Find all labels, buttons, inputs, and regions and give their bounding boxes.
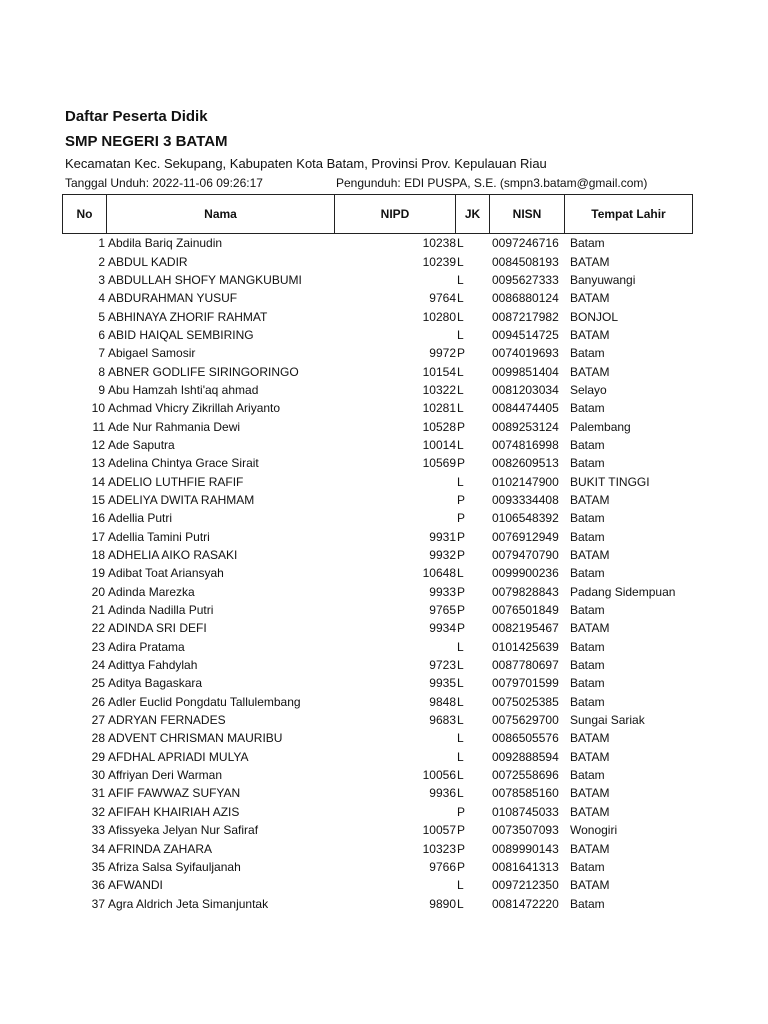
- table-row: [62, 509, 693, 527]
- table-row: [62, 894, 693, 912]
- cell-no: 32: [91, 804, 105, 819]
- cell-jk: P: [457, 529, 466, 544]
- table-row: [62, 417, 693, 435]
- cell-tempat: Batam: [570, 566, 605, 581]
- cell-jk: P: [457, 511, 466, 526]
- cell-no: 11: [92, 419, 105, 434]
- cell-tempat: Banyuwangi: [570, 272, 636, 287]
- cell-tempat: Batam: [570, 694, 605, 709]
- cell-nama: Agra Aldrich Jeta Simanjuntak: [108, 896, 269, 911]
- school-name: SMP NEGERI 3 BATAM: [65, 133, 228, 150]
- cell-nipd: 9931: [429, 529, 456, 544]
- cell-tempat: BATAM: [570, 291, 610, 306]
- cell-nipd: 9972: [429, 346, 456, 361]
- table-row: [62, 564, 693, 582]
- cell-nama: ABDUL KADIR: [108, 254, 188, 269]
- cell-no: 31: [91, 786, 105, 801]
- cell-no: 15: [91, 492, 105, 507]
- table-row: [62, 546, 693, 564]
- cell-nipd: 10281: [422, 401, 456, 416]
- cell-nisn: 0073507093: [492, 823, 559, 838]
- cell-no: 21: [91, 603, 105, 618]
- cell-nisn: 0081203034: [492, 382, 559, 397]
- table-row: [62, 528, 693, 546]
- cell-nama: ADELIO LUTHFIE RAFIF: [108, 474, 244, 489]
- cell-tempat: Palembang: [570, 419, 631, 434]
- cell-jk: L: [457, 749, 464, 764]
- cell-no: 24: [91, 658, 105, 673]
- cell-nama: Ade Nur Rahmania Dewi: [108, 419, 241, 434]
- table-row: [62, 784, 693, 802]
- cell-nipd: 9935: [429, 676, 456, 691]
- cell-no: 28: [91, 731, 105, 746]
- cell-no: 4: [98, 291, 105, 306]
- cell-nipd: 10239: [422, 254, 456, 269]
- cell-tempat: BATAM: [570, 492, 610, 507]
- cell-nama: Adler Euclid Pongdatu Tallulembang: [108, 694, 301, 709]
- cell-nipd: 9723: [429, 658, 456, 673]
- cell-nisn: 0079470790: [492, 548, 559, 563]
- cell-nisn: 0094514725: [492, 327, 559, 342]
- cell-jk: L: [457, 878, 464, 893]
- table-row: [62, 307, 693, 325]
- cell-nipd: 10323: [422, 841, 456, 856]
- cell-nisn: 0078585160: [492, 786, 559, 801]
- cell-nama: Abdila Bariq Zainudin: [108, 236, 223, 251]
- cell-tempat: Batam: [570, 236, 605, 251]
- cell-jk: L: [457, 291, 464, 306]
- cell-jk: L: [457, 786, 464, 801]
- cell-nisn: 0074816998: [492, 437, 559, 452]
- cell-tempat: BATAM: [570, 804, 610, 819]
- table-row: [62, 344, 693, 362]
- cell-nisn: 0079828843: [492, 584, 559, 599]
- cell-jk: L: [457, 309, 464, 324]
- cell-nama: ABDURAHMAN YUSUF: [108, 291, 238, 306]
- cell-nisn: 0075025385: [492, 694, 559, 709]
- cell-nipd: 9765: [429, 603, 456, 618]
- table-row: [62, 289, 693, 307]
- cell-nama: ABDULLAH SHOFY MANGKUBUMI: [108, 272, 302, 287]
- cell-nama: Abigael Samosir: [108, 346, 196, 361]
- cell-tempat: Batam: [570, 639, 605, 654]
- cell-nipd: 10528: [422, 419, 456, 434]
- cell-nisn: 0097212350: [492, 878, 559, 893]
- cell-nisn: 0099851404: [492, 364, 559, 379]
- cell-nama: Afriza Salsa Syifauljanah: [108, 859, 241, 874]
- cell-no: 6: [98, 327, 105, 342]
- cell-jk: L: [457, 896, 464, 911]
- cell-nama: AFWANDI: [108, 878, 163, 893]
- cell-nama: ABHINAYA ZHORIF RAHMAT: [108, 309, 268, 324]
- cell-no: 1: [98, 236, 105, 251]
- cell-no: 34: [91, 841, 105, 856]
- table-row: [62, 362, 693, 380]
- cell-tempat: Batam: [570, 603, 605, 618]
- cell-nama: AFDHAL APRIADI MULYA: [108, 749, 249, 764]
- cell-tempat: BATAM: [570, 749, 610, 764]
- uploader-info: Pengunduh: EDI PUSPA, S.E. (smpn3.batam@gmail.com): [336, 176, 648, 190]
- cell-no: 2: [98, 254, 105, 269]
- cell-tempat: BATAM: [570, 786, 610, 801]
- cell-nama: AFIFAH KHAIRIAH AZIS: [108, 804, 240, 819]
- table-row: [62, 436, 693, 454]
- cell-nama: Adellia Tamini Putri: [108, 529, 210, 544]
- header-no: No: [63, 195, 107, 233]
- table-row: [62, 234, 693, 252]
- header-nisn: NISN: [490, 195, 565, 233]
- cell-nama: ADHELIA AIKO RASAKI: [108, 548, 238, 563]
- cell-jk: L: [457, 676, 464, 691]
- cell-nisn: 0095627333: [492, 272, 559, 287]
- cell-nisn: 0079701599: [492, 676, 559, 691]
- cell-tempat: BATAM: [570, 878, 610, 893]
- cell-nisn: 0102147900: [492, 474, 559, 489]
- cell-nama: ABNER GODLIFE SIRINGORINGO: [108, 364, 299, 379]
- cell-tempat: Batam: [570, 896, 605, 911]
- cell-nama: Adinda Nadilla Putri: [108, 603, 214, 618]
- cell-jk: L: [457, 694, 464, 709]
- table-row: [62, 399, 693, 417]
- cell-nipd: 10280: [422, 309, 456, 324]
- cell-nipd: 10014: [422, 437, 456, 452]
- cell-no: 18: [91, 548, 105, 563]
- table-row: [62, 729, 693, 747]
- cell-jk: L: [457, 254, 464, 269]
- cell-nama: Adinda Marezka: [108, 584, 195, 599]
- cell-jk: L: [457, 272, 464, 287]
- cell-no: 19: [91, 566, 105, 581]
- cell-jk: L: [457, 566, 464, 581]
- table-row: [62, 693, 693, 711]
- cell-nipd: 10238: [422, 236, 456, 251]
- cell-nama: Affriyan Deri Warman: [108, 768, 223, 783]
- table-row: [62, 454, 693, 472]
- cell-jk: P: [457, 621, 466, 636]
- cell-jk: L: [457, 437, 464, 452]
- cell-no: 7: [98, 346, 105, 361]
- cell-nisn: 0084508193: [492, 254, 559, 269]
- table-row: [62, 876, 693, 894]
- cell-tempat: Sungai Sariak: [570, 713, 645, 728]
- table-row: [62, 381, 693, 399]
- cell-tempat: Batam: [570, 658, 605, 673]
- cell-tempat: Batam: [570, 456, 605, 471]
- cell-jk: P: [457, 859, 466, 874]
- table-body: [62, 234, 693, 913]
- cell-tempat: Batam: [570, 676, 605, 691]
- cell-nipd: 9764: [429, 291, 456, 306]
- cell-no: 25: [91, 676, 105, 691]
- table-row: [62, 821, 693, 839]
- cell-no: 13: [91, 456, 105, 471]
- cell-nisn: 0101425639: [492, 639, 559, 654]
- cell-nama: Adittya Fahdylah: [108, 658, 198, 673]
- cell-nipd: 10569: [422, 456, 456, 471]
- cell-nama: Afissyeka Jelyan Nur Safiraf: [108, 823, 259, 838]
- cell-jk: L: [457, 731, 464, 746]
- cell-tempat: BONJOL: [570, 309, 619, 324]
- cell-nama: Adibat Toat Ariansyah: [108, 566, 224, 581]
- cell-tempat: Batam: [570, 529, 605, 544]
- cell-nisn: 0074019693: [492, 346, 559, 361]
- cell-nisn: 0086880124: [492, 291, 559, 306]
- cell-jk: L: [457, 401, 464, 416]
- table-row: [62, 803, 693, 821]
- cell-nisn: 0081472220: [492, 896, 559, 911]
- header-nipd: NIPD: [335, 195, 456, 233]
- cell-jk: L: [457, 639, 464, 654]
- table-row: [62, 656, 693, 674]
- cell-nipd: 9890: [429, 896, 456, 911]
- cell-nisn: 0087780697: [492, 658, 559, 673]
- cell-nama: Abu Hamzah Ishti'aq ahmad: [108, 382, 259, 397]
- cell-nama: ADVENT CHRISMAN MAURIBU: [108, 731, 283, 746]
- cell-nisn: 0084474405: [492, 401, 559, 416]
- cell-no: 16: [91, 511, 105, 526]
- header-tempat-lahir: Tempat Lahir: [591, 207, 666, 221]
- cell-tempat: BATAM: [570, 548, 610, 563]
- table-row: [62, 252, 693, 270]
- cell-jk: L: [457, 713, 464, 728]
- cell-no: 10: [91, 401, 105, 416]
- cell-no: 9: [98, 382, 105, 397]
- cell-jk: P: [457, 804, 466, 819]
- cell-nama: ADELIYA DWITA RAHMAM: [108, 492, 255, 507]
- cell-no: 22: [91, 621, 105, 636]
- region-line: Kecamatan Kec. Sekupang, Kabupaten Kota Batam, Provinsi Prov. Kepulauan Riau: [65, 156, 547, 171]
- cell-tempat: Batam: [570, 346, 605, 361]
- cell-nama: Ade Saputra: [108, 437, 175, 452]
- table-row: [62, 601, 693, 619]
- cell-jk: P: [457, 823, 466, 838]
- cell-no: 27: [91, 713, 105, 728]
- cell-nipd: 10056: [422, 768, 456, 783]
- table-row: [62, 271, 693, 289]
- cell-no: 23: [91, 639, 105, 654]
- cell-jk: L: [457, 236, 464, 251]
- cell-nisn: 0086505576: [492, 731, 559, 746]
- cell-nama: AFRINDA ZAHARA: [108, 841, 213, 856]
- cell-nipd: 10322: [422, 382, 456, 397]
- cell-jk: P: [457, 548, 466, 563]
- cell-no: 14: [91, 474, 105, 489]
- table-row: [62, 638, 693, 656]
- cell-jk: L: [457, 658, 464, 673]
- header-nama: Nama: [107, 195, 335, 233]
- table-row: [62, 674, 693, 692]
- cell-nisn: 0082195467: [492, 621, 559, 636]
- download-date: Tanggal Unduh: 2022-11-06 09:26:17: [65, 176, 263, 190]
- cell-no: 33: [91, 823, 105, 838]
- cell-no: 8: [98, 364, 105, 379]
- table-row: [62, 472, 693, 490]
- cell-nipd: 10154: [422, 364, 456, 379]
- cell-no: 35: [91, 859, 105, 874]
- table-row: [62, 619, 693, 637]
- cell-no: 17: [91, 529, 105, 544]
- table-row: [62, 766, 693, 784]
- cell-tempat: Batam: [570, 859, 605, 874]
- cell-nipd: 9683: [429, 713, 456, 728]
- cell-nama: Adelina Chintya Grace Sirait: [108, 456, 259, 471]
- cell-nisn: 0089990143: [492, 841, 559, 856]
- cell-jk: L: [457, 327, 464, 342]
- cell-jk: P: [457, 603, 466, 618]
- table-row: [62, 583, 693, 601]
- cell-nisn: 0099900236: [492, 566, 559, 581]
- cell-nipd: 9932: [429, 548, 456, 563]
- cell-no: 36: [91, 878, 105, 893]
- cell-nama: Adira Pratama: [108, 639, 185, 654]
- cell-tempat: BATAM: [570, 731, 610, 746]
- cell-nisn: 0076912949: [492, 529, 559, 544]
- cell-tempat: Selayo: [570, 382, 607, 397]
- cell-jk: L: [457, 364, 464, 379]
- cell-no: 37: [91, 896, 105, 911]
- cell-jk: P: [457, 419, 466, 434]
- cell-tempat: BATAM: [570, 327, 610, 342]
- table-row: [62, 858, 693, 876]
- cell-no: 20: [91, 584, 105, 599]
- cell-nisn: 0093334408: [492, 492, 559, 507]
- document-title: Daftar Peserta Didik: [65, 108, 208, 125]
- table-row: [62, 711, 693, 729]
- cell-tempat: BATAM: [570, 364, 610, 379]
- cell-jk: P: [457, 346, 466, 361]
- table-row: [62, 326, 693, 344]
- cell-nama: AFIF FAWWAZ SUFYAN: [108, 786, 241, 801]
- cell-nisn: 0089253124: [492, 419, 559, 434]
- cell-nipd: 9934: [429, 621, 456, 636]
- cell-tempat: BUKIT TINGGI: [570, 474, 650, 489]
- cell-tempat: Batam: [570, 401, 605, 416]
- cell-nama: Achmad Vhicry Zikrillah Ariyanto: [108, 401, 281, 416]
- cell-tempat: Batam: [570, 437, 605, 452]
- cell-nipd: 10648: [422, 566, 456, 581]
- cell-tempat: BATAM: [570, 841, 610, 856]
- cell-nisn: 0076501849: [492, 603, 559, 618]
- cell-jk: L: [457, 474, 464, 489]
- cell-jk: L: [457, 382, 464, 397]
- cell-nama: ADINDA SRI DEFI: [108, 621, 207, 636]
- cell-nisn: 0097246716: [492, 236, 559, 251]
- cell-tempat: Batam: [570, 511, 605, 526]
- cell-nisn: 0087217982: [492, 309, 559, 324]
- cell-jk: L: [457, 768, 464, 783]
- cell-nama: ADRYAN FERNADES: [108, 713, 226, 728]
- table-row: [62, 748, 693, 766]
- cell-jk: P: [457, 584, 466, 599]
- cell-nipd: 9766: [429, 859, 456, 874]
- cell-nipd: 10057: [422, 823, 456, 838]
- cell-nisn: 0081641313: [492, 859, 559, 874]
- cell-tempat: Batam: [570, 768, 605, 783]
- cell-tempat: BATAM: [570, 621, 610, 636]
- cell-jk: P: [457, 456, 466, 471]
- cell-nisn: 0106548392: [492, 511, 559, 526]
- cell-nipd: 9848: [429, 694, 456, 709]
- cell-nipd: 9933: [429, 584, 456, 599]
- cell-no: 3: [98, 272, 105, 287]
- cell-nisn: 0092888594: [492, 749, 559, 764]
- header-jk: JK: [456, 195, 490, 233]
- cell-no: 29: [91, 749, 105, 764]
- cell-no: 26: [91, 694, 105, 709]
- cell-nisn: 0075629700: [492, 713, 559, 728]
- cell-nama: Aditya Bagaskara: [108, 676, 203, 691]
- cell-nama: Adellia Putri: [108, 511, 173, 526]
- cell-no: 12: [91, 437, 105, 452]
- cell-nisn: 0108745033: [492, 804, 559, 819]
- cell-nipd: 9936: [429, 786, 456, 801]
- table-header: [62, 194, 693, 234]
- cell-nisn: 0072558696: [492, 768, 559, 783]
- cell-no: 30: [91, 768, 105, 783]
- table-row: [62, 839, 693, 857]
- cell-jk: P: [457, 492, 466, 507]
- cell-tempat: Wonogiri: [570, 823, 618, 838]
- cell-jk: P: [457, 841, 466, 856]
- cell-no: 5: [98, 309, 105, 324]
- table-row: [62, 491, 693, 509]
- cell-tempat: BATAM: [570, 254, 610, 269]
- cell-nisn: 0082609513: [492, 456, 559, 471]
- cell-nama: ABID HAIQAL SEMBIRING: [108, 327, 254, 342]
- cell-tempat: Padang Sidempuan: [570, 584, 676, 599]
